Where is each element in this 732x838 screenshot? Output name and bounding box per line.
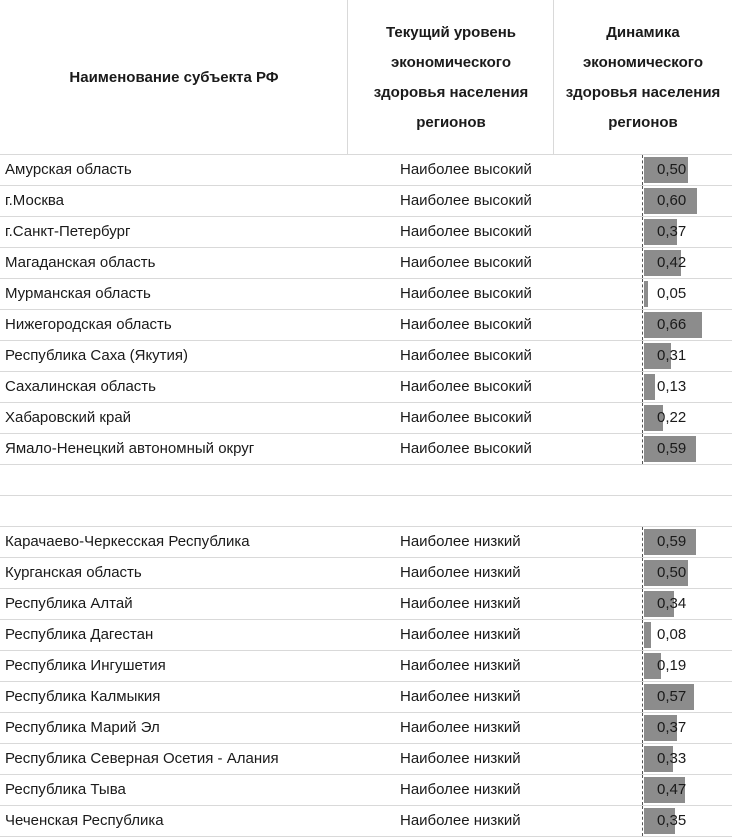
dynamics-value: 0,35 (657, 812, 687, 829)
table-row (0, 589, 732, 620)
dynamics-value: 0,66 (657, 316, 687, 333)
header-divider-1 (347, 0, 348, 155)
level-cell: Наиболее низкий (400, 533, 521, 550)
level-cell: Наиболее высокий (400, 254, 532, 271)
dynamics-cell (642, 248, 732, 278)
dynamics-value: 0,37 (657, 719, 687, 736)
level-cell: Наиболее низкий (400, 719, 521, 736)
data-bar (644, 374, 655, 400)
table-row (0, 310, 732, 341)
dynamics-value: 0,37 (657, 223, 687, 240)
dynamics-cell (642, 589, 732, 619)
level-cell: Наиболее низкий (400, 750, 521, 767)
dynamics-cell (642, 651, 732, 681)
dynamics-value: 0,22 (657, 409, 687, 426)
table-row (0, 248, 732, 279)
dynamics-value: 0,59 (657, 440, 687, 457)
level-cell: Наиболее низкий (400, 595, 521, 612)
dynamics-cell (642, 217, 732, 247)
dynamics-value: 0,50 (657, 564, 687, 581)
region-name-cell: г.Санкт-Петербург (5, 223, 131, 240)
table-row (0, 527, 732, 558)
table-row (0, 403, 732, 434)
region-name-cell: Магаданская область (5, 254, 156, 271)
dynamics-cell (642, 279, 732, 309)
dynamics-cell (642, 186, 732, 216)
level-cell: Наиболее низкий (400, 812, 521, 829)
dynamics-cell (642, 434, 732, 464)
dynamics-value: 0,42 (657, 254, 687, 271)
table-row (0, 682, 732, 713)
table-row (0, 279, 732, 310)
region-name-cell: г.Москва (5, 192, 65, 209)
dynamics-value: 0,13 (657, 378, 687, 395)
header-region-name: Наименование субъекта РФ (69, 68, 279, 86)
region-name-cell: Ямало-Ненецкий автономный округ (5, 440, 255, 457)
dynamics-cell (642, 713, 732, 743)
level-cell: Наиболее низкий (400, 564, 521, 581)
level-cell: Наиболее высокий (400, 285, 532, 302)
level-cell: Наиболее низкий (400, 657, 521, 674)
dynamics-value: 0,34 (657, 595, 687, 612)
header-divider-2 (553, 0, 554, 155)
dynamics-value: 0,59 (657, 533, 687, 550)
empty-row (0, 465, 732, 496)
table-row (0, 744, 732, 775)
table-row (0, 620, 732, 651)
data-bar (644, 622, 651, 648)
level-cell: Наиболее высокий (400, 409, 532, 426)
level-cell: Наиболее низкий (400, 626, 521, 643)
dynamics-cell (642, 558, 732, 588)
table-row (0, 558, 732, 589)
table-row (0, 186, 732, 217)
dynamics-value: 0,19 (657, 657, 687, 674)
dynamics-cell (642, 310, 732, 340)
level-cell: Наиболее высокий (400, 161, 532, 178)
level-cell: Наиболее низкий (400, 781, 521, 798)
table-row (0, 341, 732, 372)
dynamics-cell (642, 403, 732, 433)
dynamics-cell (642, 806, 732, 836)
dynamics-value: 0,05 (657, 285, 687, 302)
dynamics-cell (642, 341, 732, 371)
region-name-cell: Республика Ингушетия (5, 657, 166, 674)
region-name-cell: Республика Дагестан (5, 626, 154, 643)
table-body (0, 155, 732, 837)
region-name-cell: Мурманская область (5, 285, 151, 302)
region-name-cell: Республика Калмыкия (5, 688, 161, 705)
table-row (0, 806, 732, 837)
level-cell: Наиболее низкий (400, 688, 521, 705)
dynamics-cell (642, 527, 732, 557)
region-name-cell: Республика Северная Осетия - Алания (5, 750, 279, 767)
table-row (0, 775, 732, 806)
table-row (0, 217, 732, 248)
region-name-cell: Карачаево-Черкесская Республика (5, 533, 250, 550)
dynamics-value: 0,50 (657, 161, 687, 178)
table-row (0, 713, 732, 744)
table-row (0, 155, 732, 186)
table-header (0, 0, 732, 155)
empty-row (0, 496, 732, 527)
dynamics-cell (642, 372, 732, 402)
header-dynamics: Динамика экономического здоровья населения регионов (565, 23, 721, 131)
region-name-cell: Сахалинская область (5, 378, 156, 395)
table-row (0, 651, 732, 682)
region-name-cell: Амурская область (5, 161, 132, 178)
region-name-cell: Хабаровский край (5, 409, 132, 426)
level-cell: Наиболее высокий (400, 316, 532, 333)
dynamics-cell (642, 775, 732, 805)
table-row (0, 372, 732, 403)
dynamics-value: 0,60 (657, 192, 687, 209)
region-name-cell: Курганская область (5, 564, 142, 581)
header-current-level: Текущий уровень экономического здоровья населения регионов (373, 23, 529, 131)
dynamics-value: 0,31 (657, 347, 687, 364)
dynamics-cell (642, 682, 732, 712)
dynamics-cell (642, 155, 732, 185)
region-name-cell: Республика Тыва (5, 781, 126, 798)
region-name-cell: Республика Марий Эл (5, 719, 160, 736)
region-name-cell: Республика Саха (Якутия) (5, 347, 189, 364)
data-bar (644, 281, 648, 307)
region-name-cell: Нижегородская область (5, 316, 172, 333)
level-cell: Наиболее высокий (400, 378, 532, 395)
level-cell: Наиболее высокий (400, 192, 532, 209)
level-cell: Наиболее высокий (400, 347, 532, 364)
level-cell: Наиболее высокий (400, 440, 532, 457)
dynamics-value: 0,33 (657, 750, 687, 767)
level-cell: Наиболее высокий (400, 223, 532, 240)
dynamics-value: 0,08 (657, 626, 687, 643)
dynamics-cell (642, 744, 732, 774)
dynamics-cell (642, 620, 732, 650)
dynamics-value: 0,57 (657, 688, 687, 705)
region-name-cell: Чеченская Республика (5, 812, 164, 829)
table-row (0, 434, 732, 465)
region-name-cell: Республика Алтай (5, 595, 133, 612)
dynamics-value: 0,47 (657, 781, 687, 798)
